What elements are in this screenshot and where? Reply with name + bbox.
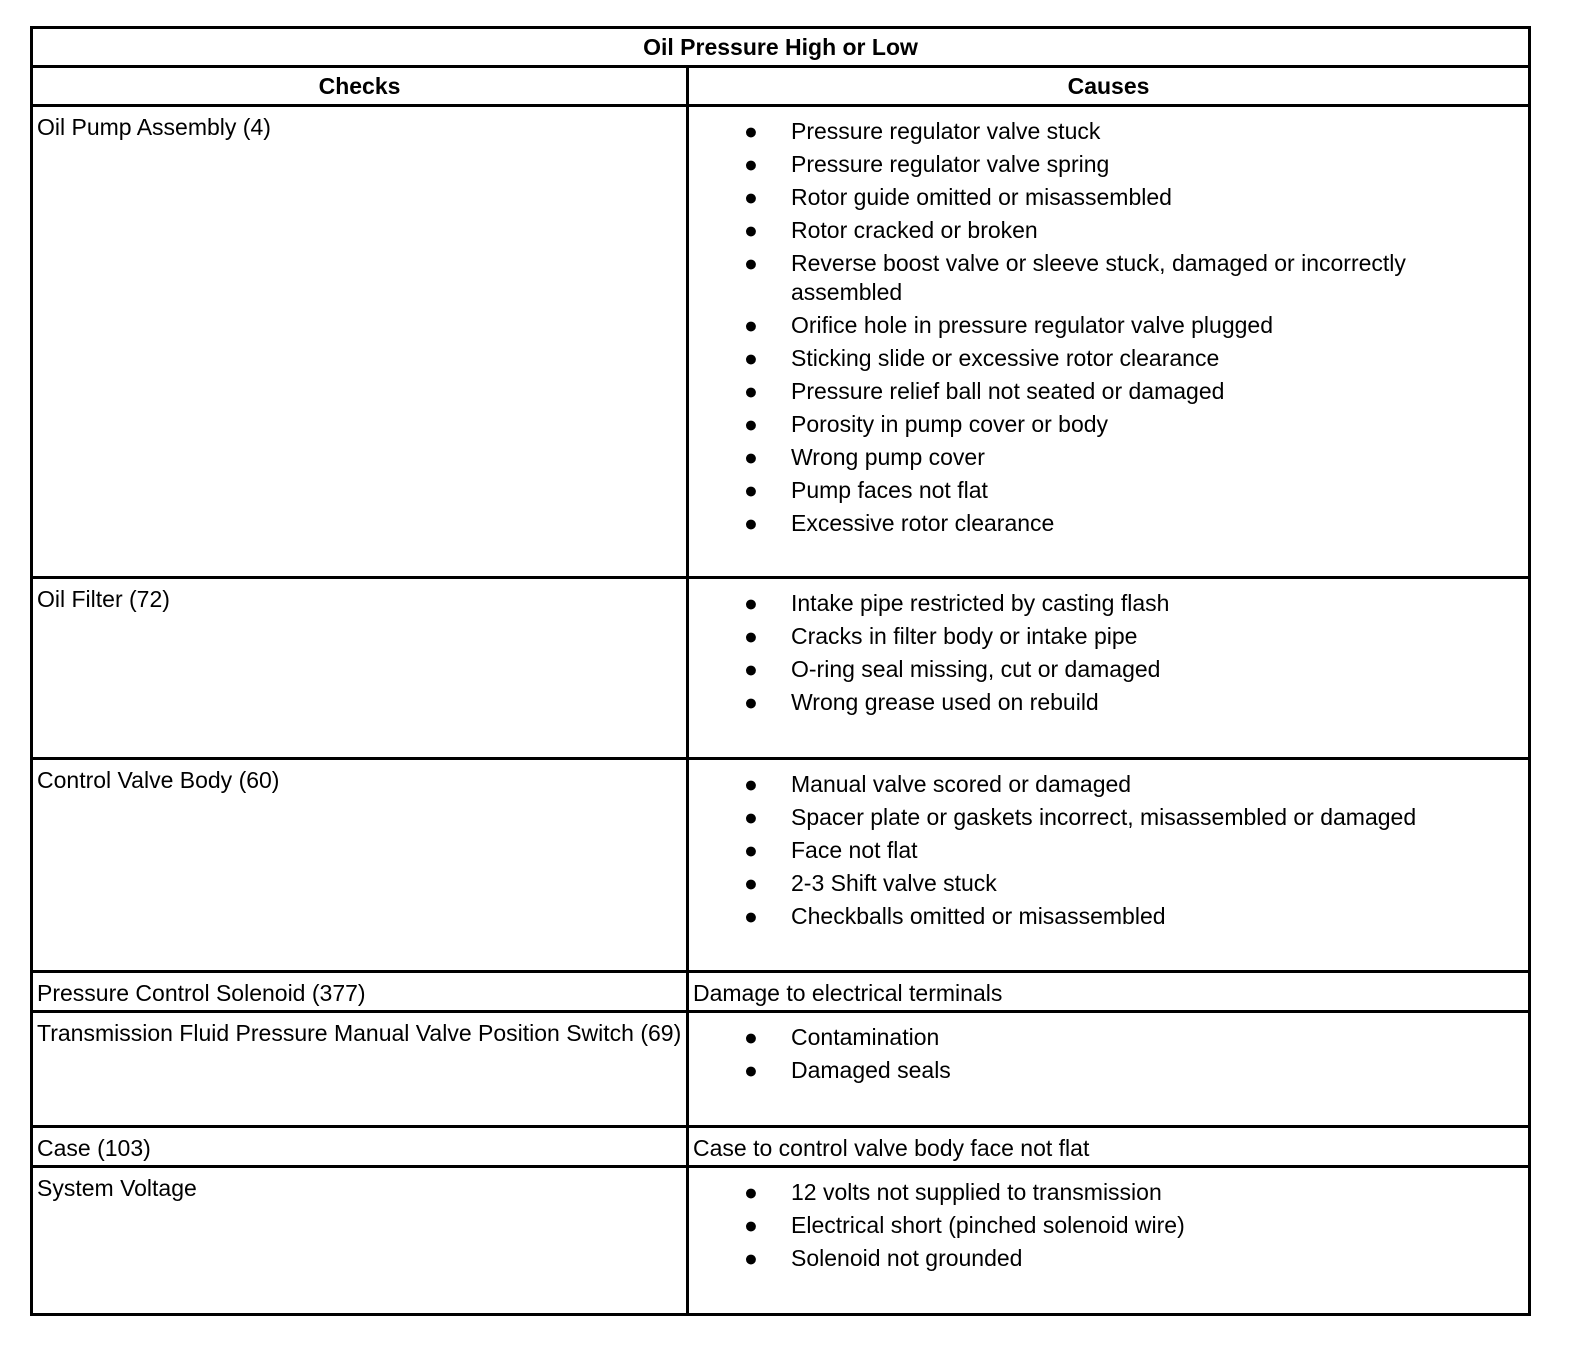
causes-column-header: Causes [688,67,1530,106]
check-cell: Oil Filter (72) [32,578,688,758]
bullet-icon: ● [744,656,758,683]
bullet-icon: ● [744,623,758,650]
table-body [32,106,1530,1315]
cause-item [689,443,1528,472]
cause-item [689,476,1528,505]
bullet-icon: ● [744,803,758,830]
checks-column-header: Checks [32,67,688,106]
cause-text: Excessive rotor clearance [791,510,1055,536]
cause-item [689,869,1528,898]
table-row [32,758,1530,971]
cause-item [689,410,1528,439]
cause-text: Cracks in filter body or intake pipe [791,623,1138,650]
cause-item [689,183,1528,212]
table-row [32,578,1530,758]
bullet-icon: ● [744,184,758,210]
causes-cell [688,1011,1530,1126]
bullet-icon: ● [744,250,758,276]
bullet-icon: ● [744,118,758,144]
cause-text: Wrong grease used on rebuild [791,689,1099,716]
table-row [32,1011,1530,1126]
cause-text: Intake pipe restricted by casting flash [791,590,1170,617]
cause-text: 2-3 Shift valve stuck [791,869,997,896]
cause-text: Rotor cracked or broken [791,217,1038,243]
cause-item [689,1023,1528,1052]
oil-pressure-diagnosis-table [30,26,1531,1316]
cause-item [689,688,1528,717]
cause-item [689,589,1528,618]
cause-item [689,1178,1528,1207]
table-title: Oil Pressure High or Low [32,28,1530,67]
cause-list [689,107,1528,538]
bullet-icon: ● [744,151,758,177]
cause-item [689,836,1528,865]
check-cell: Control Valve Body (60) [32,758,688,971]
cause-item [689,803,1528,832]
cause-item [689,117,1528,146]
cause-item [689,622,1528,651]
check-cell: Case (103) [32,1126,688,1166]
cause-text-cell: Damage to electrical terminals [688,971,1530,1011]
check-cell: Transmission Fluid Pressure Manual Valve Position Switch (69) [32,1011,688,1126]
bullet-icon: ● [744,378,758,404]
causes-cell [688,578,1530,758]
cause-item [689,1056,1528,1085]
cause-list [689,760,1528,931]
cause-text: Reverse boost valve or sleeve stuck, damaged or incorrectly assembled [791,250,1406,305]
cause-list [689,1013,1528,1085]
bullet-icon: ● [744,217,758,243]
bullet-icon: ● [744,1023,758,1050]
bullet-icon: ● [744,1244,758,1271]
cause-item [689,1211,1528,1240]
bullet-icon: ● [744,1056,758,1083]
cause-item [689,655,1528,684]
cause-text: Face not flat [791,836,918,863]
bullet-icon: ● [744,510,758,536]
bullet-icon: ● [744,477,758,503]
bullet-icon: ● [744,312,758,338]
bullet-icon: ● [744,345,758,371]
cause-item [689,902,1528,931]
cause-item [689,216,1528,245]
causes-cell [688,1166,1530,1314]
cause-text: Spacer plate or gaskets incorrect, misassembled or damaged [791,803,1417,830]
bullet-icon: ● [744,902,758,929]
cause-item [689,509,1528,538]
cause-text: Solenoid not grounded [791,1244,1023,1271]
cause-item [689,377,1528,406]
check-cell: Pressure Control Solenoid (377) [32,971,688,1011]
cause-text: Contamination [791,1023,940,1050]
cause-item [689,311,1528,340]
bullet-icon: ● [744,770,758,797]
table-title-row [32,28,1530,67]
causes-cell [688,758,1530,971]
bullet-icon: ● [744,411,758,437]
bullet-icon: ● [744,1178,758,1205]
bullet-icon: ● [744,590,758,617]
cause-text: Electrical short (pinched solenoid wire) [791,1211,1185,1238]
cause-text: Orifice hole in pressure regulator valve plugged [791,312,1273,338]
bullet-icon: ● [744,836,758,863]
cause-text: Checkballs omitted or misassembled [791,902,1166,929]
cause-item [689,249,1528,307]
cause-text: Pressure regulator valve spring [791,151,1110,177]
cause-text: Pressure regulator valve stuck [791,118,1101,144]
cause-item [689,770,1528,799]
bullet-icon: ● [744,1211,758,1238]
cause-text: Pressure relief ball not seated or damaged [791,378,1225,404]
table-row [32,1166,1530,1314]
table-header-row [32,67,1530,106]
cause-text: Sticking slide or excessive rotor clearance [791,345,1220,371]
cause-list [689,579,1528,717]
bullet-icon: ● [744,444,758,470]
cause-item [689,1244,1528,1273]
table-row [32,1126,1530,1166]
cause-text: 12 volts not supplied to transmission [791,1178,1162,1205]
cause-text: Porosity in pump cover or body [791,411,1109,437]
cause-text: Rotor guide omitted or misassembled [791,184,1172,210]
cause-text: Wrong pump cover [791,444,985,470]
check-cell: Oil Pump Assembly (4) [32,106,688,578]
cause-text: Pump faces not flat [791,477,988,503]
bullet-icon: ● [744,689,758,716]
causes-cell [688,106,1530,578]
cause-text-cell: Case to control valve body face not flat [688,1126,1530,1166]
cause-text: Damaged seals [791,1056,951,1083]
cause-item [689,344,1528,373]
check-cell: System Voltage [32,1166,688,1314]
cause-list [689,1168,1528,1273]
table-row [32,106,1530,578]
cause-text: Manual valve scored or damaged [791,770,1132,797]
cause-text: O-ring seal missing, cut or damaged [791,656,1161,683]
cause-item [689,150,1528,179]
bullet-icon: ● [744,869,758,896]
table-row [32,971,1530,1011]
